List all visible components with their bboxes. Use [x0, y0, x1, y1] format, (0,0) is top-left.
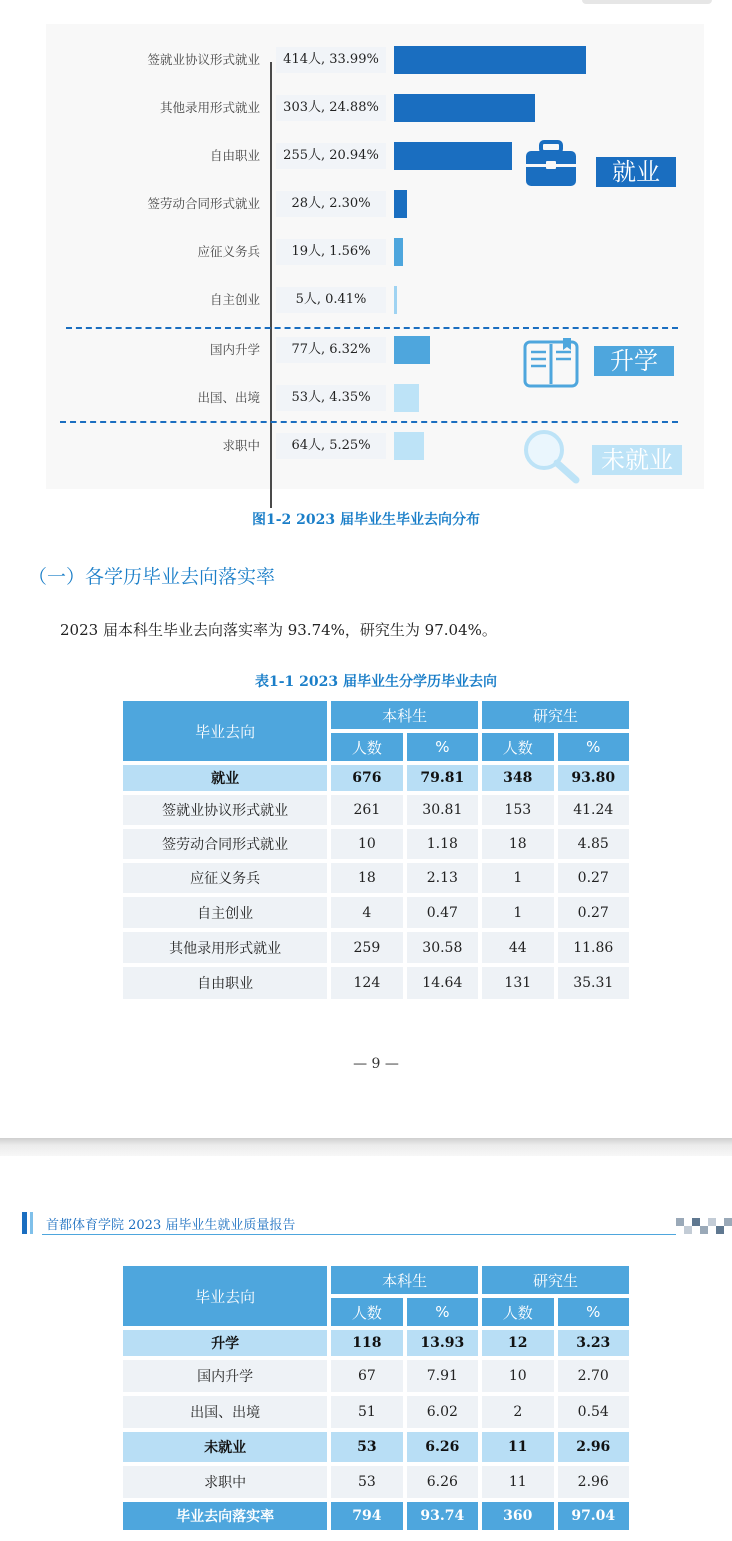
header-graduate-count: 人数 [482, 733, 553, 761]
header-destination: 毕业去向 [123, 1266, 327, 1326]
table-cell: 131 [482, 967, 553, 999]
header-bachelor-pct: % [407, 733, 478, 761]
row-label: 应征义务兵 [123, 863, 327, 893]
category-label: 国内升学 [209, 342, 260, 357]
table-cell: 41.24 [558, 795, 629, 825]
table-cell: 44 [482, 932, 553, 963]
bar [394, 94, 535, 122]
row-label: 签劳动合同形式就业 [123, 829, 327, 859]
table-cell: 0.54 [558, 1396, 629, 1428]
table-cell: 53 [331, 1432, 402, 1462]
page-number: — 9 — [353, 1056, 399, 1072]
category-label: 签劳动合同形式就业 [147, 196, 260, 211]
table-row [123, 1360, 629, 1392]
destination-bar-chart [46, 24, 704, 489]
table-cell: 0.27 [558, 897, 629, 928]
category-label: 自主创业 [209, 292, 260, 307]
table-cell: 30.58 [407, 932, 478, 963]
destination-table-2 [119, 1262, 633, 1534]
table-cell: 2.13 [407, 863, 478, 893]
group-badge-unemployed: 未就业 [592, 445, 682, 475]
row-label: 国内升学 [123, 1360, 327, 1392]
section-title: （一）各学历毕业去向落实率 [28, 566, 276, 588]
summary-paragraph: 2023 届本科生毕业去向落实率为 93.74%，研究生为 97.04%。 [60, 621, 497, 639]
header-destination: 毕业去向 [123, 701, 327, 761]
table-row [123, 1432, 629, 1462]
table-cell: 97.04 [558, 1502, 629, 1530]
header-bachelor: 本科生 [331, 1266, 478, 1294]
value-label: 77人, 6.32% [276, 337, 386, 363]
table-row [123, 932, 629, 963]
table-cell: 53 [331, 1466, 402, 1498]
group-badge-further-study: 升学 [594, 346, 674, 376]
chart-axis-line [270, 62, 272, 508]
header-graduate: 研究生 [482, 701, 629, 729]
table-cell: 51 [331, 1396, 402, 1428]
table-cell: 676 [331, 765, 402, 791]
table-cell: 124 [331, 967, 402, 999]
table-cell: 118 [331, 1330, 402, 1356]
checker-decoration [676, 1216, 732, 1236]
table-cell: 2 [482, 1396, 553, 1428]
group-badge-employed: 就业 [596, 157, 676, 187]
table-cell: 360 [482, 1502, 553, 1530]
value-label: 255人, 20.94% [276, 143, 386, 169]
table-cell: 18 [331, 863, 402, 893]
table-cell: 7.91 [407, 1360, 478, 1392]
header-accent-bar [22, 1212, 27, 1234]
bar [394, 190, 407, 218]
category-label: 应征义务兵 [197, 244, 260, 259]
row-label: 求职中 [123, 1466, 327, 1498]
group-divider-1 [66, 327, 678, 329]
table-cell: 93.80 [558, 765, 629, 791]
header-graduate-pct: % [558, 1298, 629, 1326]
table-cell: 153 [482, 795, 553, 825]
table-cell: 18 [482, 829, 553, 859]
row-label: 出国、出境 [123, 1396, 327, 1428]
table-row [123, 1330, 629, 1356]
header-rule [42, 1234, 676, 1235]
report-page-10 [0, 1156, 732, 1541]
table-row [123, 795, 629, 825]
table-cell: 1.18 [407, 829, 478, 859]
table-cell: 348 [482, 765, 553, 791]
table-cell: 794 [331, 1502, 402, 1530]
table-cell: 4 [331, 897, 402, 928]
value-label: 5人, 0.41% [276, 287, 386, 313]
table-cell: 10 [331, 829, 402, 859]
bar [394, 238, 403, 266]
table-row [123, 967, 629, 999]
magnifier-icon [520, 428, 580, 484]
table-cell: 13.93 [407, 1330, 478, 1356]
table-cell: 10 [482, 1360, 553, 1392]
table-cell: 6.26 [407, 1432, 478, 1462]
table-cell: 2.70 [558, 1360, 629, 1392]
table-cell: 67 [331, 1360, 402, 1392]
figure-caption: 图1-2 2023 届毕业生毕业去向分布 [251, 512, 480, 528]
table-caption: 表1-1 2023 届毕业生分学历毕业去向 [254, 674, 497, 690]
book-icon [522, 336, 580, 390]
bar [394, 46, 586, 74]
bar [394, 432, 424, 460]
value-label: 19人, 1.56% [276, 239, 386, 265]
row-label: 自由职业 [123, 967, 327, 999]
bar [394, 336, 430, 364]
table-cell: 35.31 [558, 967, 629, 999]
category-label: 其他录用形式就业 [159, 100, 260, 115]
row-label: 毕业去向落实率 [123, 1502, 327, 1530]
header-bachelor-pct: % [407, 1298, 478, 1326]
table-row [123, 897, 629, 928]
table-row [123, 1502, 629, 1530]
group-divider-2 [60, 421, 678, 423]
table-cell: 1 [482, 863, 553, 893]
table-row [123, 829, 629, 859]
row-label: 未就业 [123, 1432, 327, 1462]
table-cell: 93.74 [407, 1502, 478, 1530]
table-cell: 6.02 [407, 1396, 478, 1428]
value-label: 414人, 33.99% [276, 47, 386, 73]
table-cell: 261 [331, 795, 402, 825]
table-row [123, 863, 629, 893]
value-label: 64人, 5.25% [276, 433, 386, 459]
running-head: 首都体育学院 2023 届毕业生就业质量报告 [46, 1218, 296, 1233]
header-graduate-count: 人数 [482, 1298, 553, 1326]
table-cell: 0.27 [558, 863, 629, 893]
header-bachelor-count: 人数 [331, 733, 402, 761]
table-cell: 259 [331, 932, 402, 963]
table-cell: 11 [482, 1432, 553, 1462]
header-accent-bar-light [30, 1212, 33, 1234]
category-label: 求职中 [222, 438, 260, 453]
page-edge-shadow [582, 0, 712, 4]
table-cell: 11.86 [558, 932, 629, 963]
table-cell: 12 [482, 1330, 553, 1356]
table-row [123, 1466, 629, 1498]
bar [394, 286, 397, 314]
header-bachelor-count: 人数 [331, 1298, 402, 1326]
table-cell: 79.81 [407, 765, 478, 791]
bar [394, 384, 419, 412]
row-label: 自主创业 [123, 897, 327, 928]
page-gap [0, 1138, 732, 1156]
table-row [123, 765, 629, 791]
row-label: 就业 [123, 765, 327, 791]
value-label: 53人, 4.35% [276, 385, 386, 411]
row-label: 升学 [123, 1330, 327, 1356]
table-cell: 4.85 [558, 829, 629, 859]
table-cell: 14.64 [407, 967, 478, 999]
table-cell: 11 [482, 1466, 553, 1498]
value-label: 303人, 24.88% [276, 95, 386, 121]
table-cell: 6.26 [407, 1466, 478, 1498]
table-cell: 2.96 [558, 1432, 629, 1462]
header-graduate: 研究生 [482, 1266, 629, 1294]
category-label: 签就业协议形式就业 [147, 52, 260, 67]
category-label: 自由职业 [209, 148, 260, 163]
bar [394, 142, 512, 170]
table-cell: 2.96 [558, 1466, 629, 1498]
category-label: 出国、出境 [197, 390, 260, 405]
table-cell: 1 [482, 897, 553, 928]
table-row [123, 1396, 629, 1428]
destination-table-1 [119, 697, 633, 1003]
header-bachelor: 本科生 [331, 701, 478, 729]
row-label: 其他录用形式就业 [123, 932, 327, 963]
briefcase-icon [524, 140, 578, 188]
value-label: 28人, 2.30% [276, 191, 386, 217]
table-cell: 30.81 [407, 795, 478, 825]
table-cell: 3.23 [558, 1330, 629, 1356]
table-cell: 0.47 [407, 897, 478, 928]
header-graduate-pct: % [558, 733, 629, 761]
row-label: 签就业协议形式就业 [123, 795, 327, 825]
